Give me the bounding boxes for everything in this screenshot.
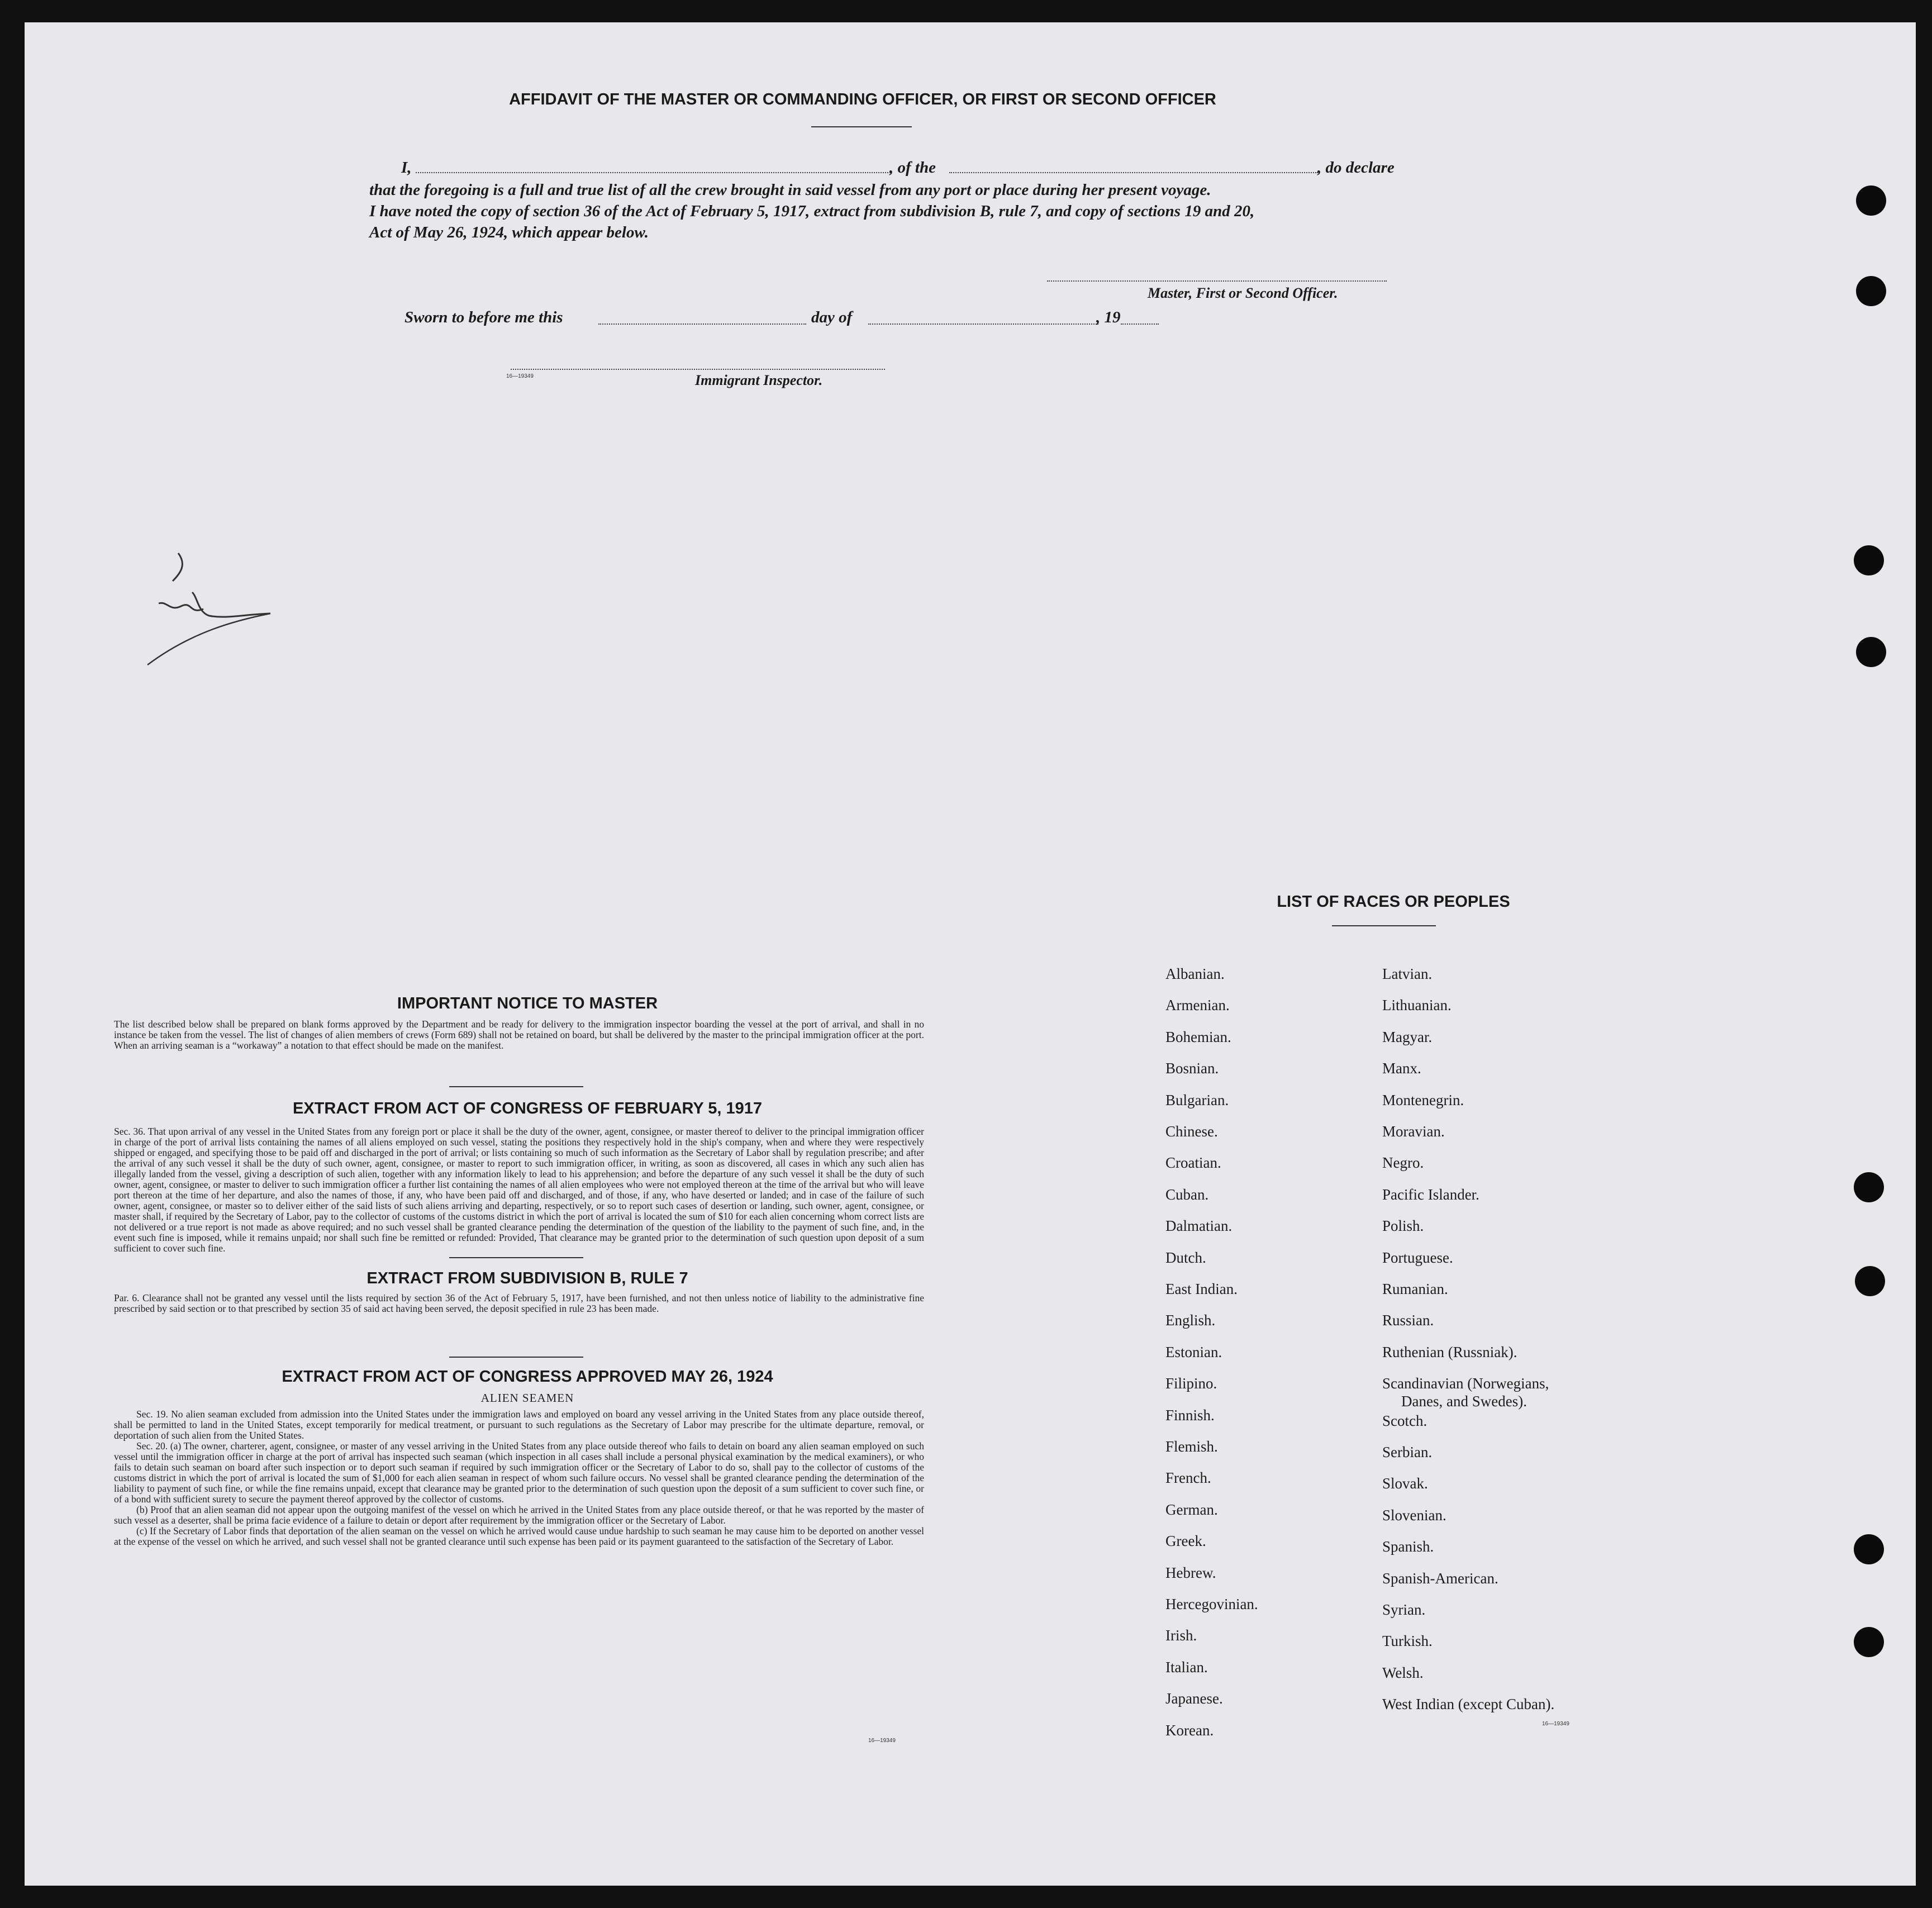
extract-rule7-title: EXTRACT FROM SUBDIVISION B, RULE 7	[367, 1269, 688, 1287]
extract-1924-title: EXTRACT FROM ACT OF CONGRESS APPROVED MAY 26, 1924	[282, 1368, 773, 1386]
race-item: Syrian.	[1382, 1601, 1426, 1618]
race-item: Ruthenian (Russniak).	[1382, 1343, 1517, 1360]
race-item: Estonian.	[1165, 1343, 1222, 1360]
race-item: Greek.	[1165, 1533, 1206, 1550]
race-item: Danes, and Swedes).	[1401, 1393, 1527, 1410]
extract-1917-text: Sec. 36. That upon arrival of any vessel in the United States from any foreign port or place it shall be the duty of the owner, agent, consignee, or master thereof to deliver to the principal immigration officer in charge of the port of arrival lists containing the names of all aliens employed on such vessel, stating the positions they respectively hold in the ship's company, when and where they were respectively shipped or engaged, and specifying those to be paid off and discharged in the port of arrival; or lists containing so much of such information as the Secretary of Labor shall by regulation prescribe; and after the arrival of any such vessel it shall be the duty of such owner, agent, consignee, or master to report to such immigration officer, in writing, as soon as discovered, all cases in which any such alien has illegally landed from the vessel, giving a description of such alien, together with any information likely to lead to his apprehension; and before the departure of any such vessel it shall be the duty of such owner, agent, consignee, or master to deliver to such immigration officer a further list containing the names of all alien employees who were not employed thereon at the time of the arrival but who will leave port thereon at the time of her departure, and also the names of those, if any, who have been paid off and discharged, and of those, if any, who have deserted or landed; and in case of the failure of such owner, agent, consignee, or master so to deliver either of the said lists of such aliens arriving and departing, respectively, or so to report such cases of desertion or landing, such owner, agent, consignee, or master shall, if required by the Secretary of Labor, pay to the collector of customs of the customs district in which the port of arrival is located the sum of $10 for each alien concerning whom correct lists are not delivered or a true report is not made as above required; and no such vessel shall be granted clearance pending the determination of the question of the liability to the payment of such fine, and, in the event such fine is imposed, while it remains unpaid; nor shall such fine be remitted or refunded: Provided, That clearance may be granted prior to the determination of such question upon deposit of a sum sufficient to cover such fine.	[114, 1126, 924, 1254]
form-number: 16—19349	[506, 373, 534, 379]
notice-title: IMPORTANT NOTICE TO MASTER	[397, 995, 658, 1012]
punch-hole	[1854, 1172, 1884, 1202]
race-item: Turkish.	[1382, 1633, 1433, 1650]
race-item: Chinese.	[1165, 1123, 1218, 1140]
race-item: Polish.	[1382, 1217, 1424, 1235]
race-item: Pacific Islander.	[1382, 1186, 1479, 1203]
year-label: , 19	[1096, 308, 1121, 326]
divider	[449, 1086, 583, 1087]
race-item: Italian.	[1165, 1658, 1208, 1676]
signature-line[interactable]	[1047, 280, 1387, 282]
form-number: 16—19349	[868, 1738, 896, 1744]
sworn-year-field[interactable]	[1121, 323, 1159, 325]
race-item: Moravian.	[1382, 1123, 1445, 1140]
alien-seamen-subtitle: ALIEN SEAMEN	[480, 1391, 574, 1405]
section-19-text: Sec. 19. No alien seaman excluded from admission into the United States under the immigration laws and employed on board any vessel arriving in the United States from any place outside thereof, shall be permitted to land in the United States, except temporarily for medical treatment, or pursuant to such regulations as the Secretary of Labor may prescribe for the ultimate departure, removal, or deportation of such alien from the United States.	[114, 1409, 924, 1441]
race-item: Manx.	[1382, 1060, 1421, 1077]
race-item: French.	[1165, 1469, 1211, 1487]
race-item: Albanian.	[1165, 965, 1225, 982]
race-item: Japanese.	[1165, 1690, 1223, 1707]
section-20a-text: Sec. 20. (a) The owner, charterer, agent, consignee, or master of any vessel arriving in the United States from any place outside thereof who fails to detain on board any alien seaman employed on such vessel until the immigration officer in charge at the port of arrival has inspected such seaman (which inspection in all cases shall include a personal physical examination by the medical examiners), or who fails to detain such seaman on board after such inspection or to deport such seaman if required by such immigration officer or the Secretary of Labor to do so, shall pay to the collector of customs of the customs district in which the port of arrival is located the sum of $1,000 for each alien seaman in respect of whom such failure occurs. No vessel shall be granted clearance pending the determination of the liability to payment of such fine, or while the fine remains unpaid, except that clearance may be granted prior to the determination of such question upon the deposit of a sum sufficient to cover such fine, or of a bond with sufficient surety to secure the payment thereof approved by the collector of customs.	[114, 1440, 924, 1505]
race-item: Scotch.	[1382, 1412, 1427, 1429]
punch-hole	[1854, 1627, 1884, 1657]
extract-rule7-text: Par. 6. Clearance shall not be granted any vessel until the lists required by section 36 of the Act of February 5, 1917, have been furnished, and not then unless notice of liability to the administrative fine prescribed by said section or to that prescribed by section 35 of said act having been served, the deposit specified in rule 23 has been made.	[114, 1292, 924, 1314]
race-item: Dutch.	[1165, 1249, 1206, 1266]
race-item: Hebrew.	[1165, 1564, 1216, 1581]
inspector-signature-line[interactable]	[511, 369, 885, 370]
declaration-line: Act of May 26, 1924, which appear below.	[369, 223, 649, 241]
race-item: Filipino.	[1165, 1375, 1217, 1392]
punch-hole	[1856, 276, 1886, 306]
punch-hole	[1855, 1266, 1885, 1296]
vessel-name-field[interactable]	[949, 172, 1318, 173]
race-item: Portuguese.	[1382, 1249, 1453, 1266]
form-number: 16—19349	[1542, 1721, 1569, 1727]
declare-label: , do declare	[1317, 159, 1395, 177]
races-title: LIST OF RACES OR PEOPLES	[1277, 893, 1510, 911]
divider	[811, 126, 912, 127]
race-item: Flemish.	[1165, 1438, 1218, 1455]
sworn-day-field[interactable]	[598, 323, 806, 325]
race-item: Cuban.	[1165, 1186, 1209, 1203]
race-item: Dalmatian.	[1165, 1217, 1233, 1235]
document-page	[25, 22, 1916, 1886]
affidavit-title: AFFIDAVIT OF THE MASTER OR COMMANDING OFFICER, OR FIRST OR SECOND OFFICER	[509, 91, 1216, 108]
race-item: Irish.	[1165, 1627, 1197, 1644]
race-item: Lithuanian.	[1382, 997, 1452, 1014]
race-item: Latvian.	[1382, 965, 1433, 982]
race-item: Spanish.	[1382, 1538, 1434, 1555]
race-item: Korean.	[1165, 1721, 1214, 1739]
race-item: West Indian (except Cuban).	[1382, 1696, 1555, 1713]
race-item: English.	[1165, 1312, 1216, 1329]
declarant-label: I,	[401, 159, 412, 177]
sworn-month-field[interactable]	[868, 323, 1098, 325]
day-of-label: day of	[811, 308, 853, 326]
section-20b-text: (b) Proof that an alien seaman did not appear upon the outgoing manifest of the vessel on which he arrived in the United States from any place outside thereof, or that he was reported by the master of such vessel as a deserter, shall be prima facie evidence of a failure to detain or deport after requirement by the immigration officer or the Secretary of Labor.	[114, 1504, 924, 1526]
race-item: Finnish.	[1165, 1406, 1215, 1424]
race-item: East Indian.	[1165, 1281, 1238, 1297]
race-item: Bohemian.	[1165, 1028, 1231, 1045]
race-item: Magyar.	[1382, 1028, 1433, 1045]
race-item: Bulgarian.	[1165, 1091, 1229, 1108]
notice-text: The list described below shall be prepared on blank forms approved by the Department and be ready for delivery to the immigration inspector boarding the vessel at the port of arrival, and shall in no instance be taken from the vessel. The list of changes of alien members of crews (Form 689) shall not be retained on board, but shall be delivered by the master to the principal immigration officer at the port. When an arriving seaman is a “workaway” a notation to that effect should be made on the manifest.	[114, 1019, 924, 1051]
handwriting-mark	[125, 548, 293, 698]
race-item: Scandinavian (Norwegians,	[1382, 1375, 1549, 1392]
inspector-label: Immigrant Inspector.	[695, 372, 823, 388]
divider	[449, 1357, 583, 1358]
race-item: Croatian.	[1165, 1154, 1221, 1172]
punch-hole	[1854, 545, 1884, 575]
race-item: Russian.	[1382, 1312, 1434, 1329]
race-item: Slovenian.	[1382, 1506, 1446, 1524]
divider	[449, 1257, 583, 1258]
race-item: Spanish-American.	[1382, 1569, 1498, 1587]
race-item: Welsh.	[1382, 1664, 1424, 1681]
race-item: Bosnian.	[1165, 1060, 1219, 1077]
signature-label: Master, First or Second Officer.	[1148, 285, 1338, 301]
race-item: Serbian.	[1382, 1444, 1433, 1460]
race-item: Montenegrin.	[1382, 1091, 1464, 1108]
declarant-name-field[interactable]	[416, 172, 891, 173]
punch-hole	[1856, 185, 1886, 216]
race-item: German.	[1165, 1501, 1218, 1518]
sworn-label: Sworn to before me this	[405, 308, 563, 326]
divider	[1332, 925, 1436, 926]
declaration-line: I have noted the copy of section 36 of the Act of February 5, 1917, extract from subdivision B, rule 7, and copy of sections 19 and 20,	[369, 202, 1255, 220]
punch-hole	[1854, 1534, 1884, 1564]
declaration-line: that the foregoing is a full and true list of all the crew brought in said vessel from any port or place during her present voyage.	[369, 181, 1211, 199]
section-20c-text: (c) If the Secretary of Labor finds that deportation of the alien seaman on the vessel on which he arrived would cause undue hardship to such seaman he may cause him to be deported on another vessel at the expense of the vessel on which he arrived, and such vessel shall not be granted clearance until such expense has been paid or its payment guaranteed to the satisfaction of the Secretary of Labor.	[114, 1525, 924, 1547]
race-item: Negro.	[1382, 1154, 1424, 1172]
extract-1917-title: EXTRACT FROM ACT OF CONGRESS OF FEBRUARY 5, 1917	[292, 1100, 763, 1117]
race-item: Rumanian.	[1382, 1281, 1448, 1297]
extract-1924-body	[114, 1409, 924, 1547]
vessel-label: , of the	[889, 159, 936, 177]
race-item: Hercegovinian.	[1165, 1596, 1258, 1612]
punch-hole	[1856, 637, 1886, 667]
race-item: Slovak.	[1382, 1475, 1428, 1492]
race-item: Armenian.	[1165, 997, 1230, 1014]
